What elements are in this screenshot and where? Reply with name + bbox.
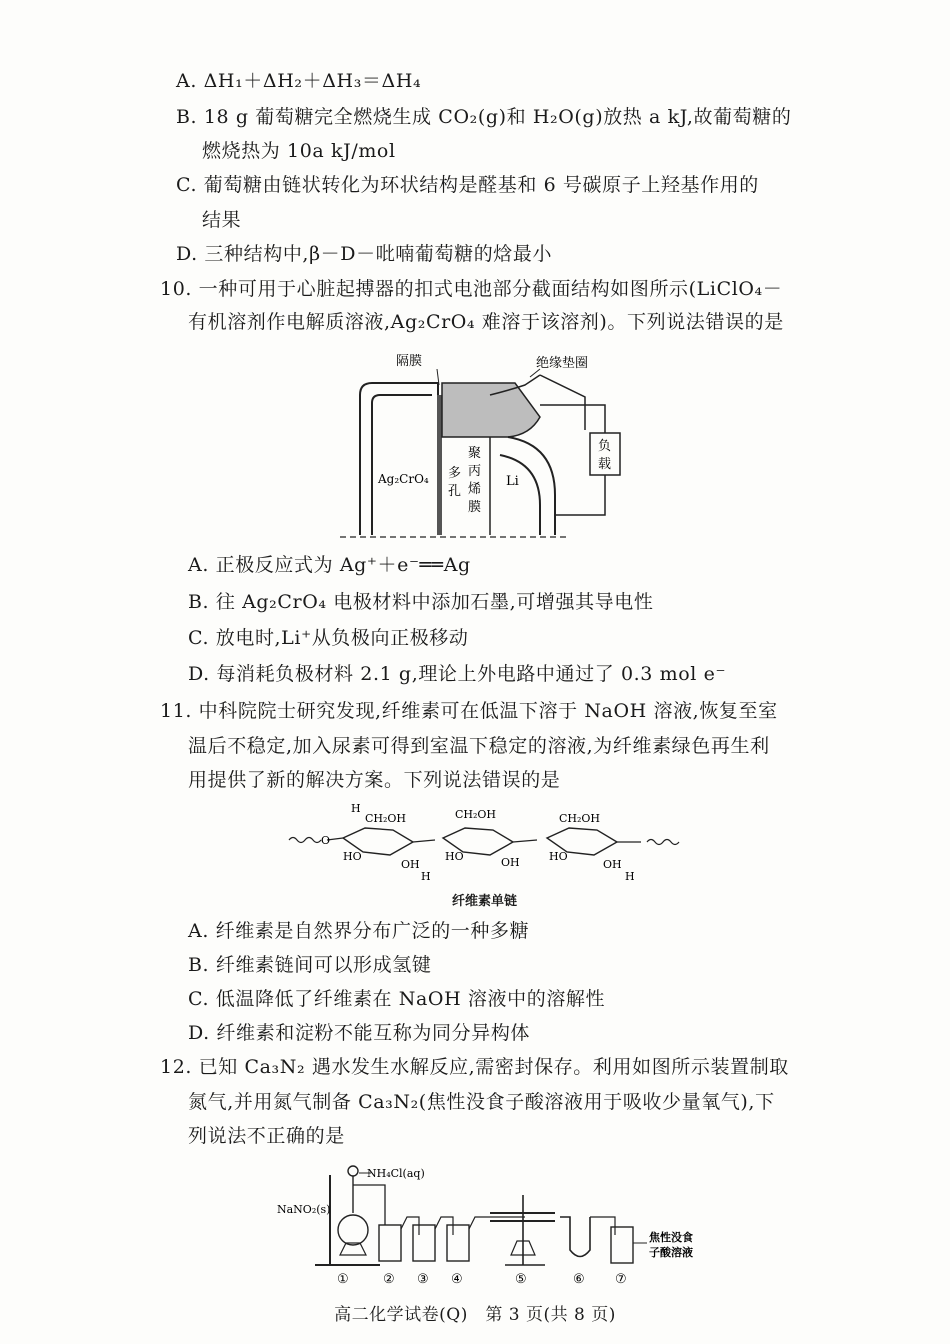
q11-option-d: D. 纤维素和淀粉不能互称为同分异构体: [188, 1022, 531, 1044]
q10-option-b: B. 往 Ag₂CrO₄ 电极材料中添加石墨,可增强其导电性: [188, 591, 654, 613]
h-label: H: [351, 802, 361, 815]
q10-stem-line2: 有机溶剂作电解质溶液,Ag₂CrO₄ 难溶于该溶剂)。下列说法错误的是: [188, 311, 784, 333]
device-2-label: ②: [383, 1272, 395, 1287]
oh-label-2: OH: [501, 856, 520, 869]
q11-option-b: B. 纤维素链间可以形成氢键: [188, 954, 432, 976]
battery-cross-section-figure: [340, 345, 630, 545]
q9-option-c-line2: 结果: [202, 209, 242, 231]
q11-stem-line2: 温后不稳定,加入尿素可得到室温下稳定的溶液,为纤维素绿色再生利: [188, 735, 770, 757]
q11-option-c: C. 低温降低了纤维素在 NaOH 溶液中的溶解性: [188, 988, 606, 1010]
separator-label: 隔膜: [396, 354, 423, 369]
apparatus-figure: [275, 1155, 715, 1290]
cellulose-caption: 纤维素单链: [452, 894, 518, 909]
h-label-bottom-2: H: [625, 870, 635, 883]
q10-option-a: A. 正极反应式为 Ag⁺＋e⁻══Ag: [188, 554, 471, 576]
ho-label-2: HO: [445, 850, 464, 863]
nano2-label: NaNO₂(s): [277, 1203, 331, 1216]
q9-option-b-line2: 燃烧热为 10a kJ/mol: [202, 140, 396, 162]
oxygen-label: O: [321, 834, 331, 847]
oh-label-3: OH: [603, 858, 622, 871]
porous-label-2: 孔: [448, 484, 462, 499]
anode-label: Li: [506, 474, 519, 489]
q9-option-c-line1: C. 葡萄糖由链状转化为环状结构是醛基和 6 号碳原子上羟基作用的: [176, 174, 759, 196]
oh-label-1: OH: [401, 858, 420, 871]
pp-label-4: 膜: [468, 500, 482, 515]
q10-stem-line1: 10. 一种可用于心脏起搏器的扣式电池部分截面结构如图所示(LiClO₄－: [160, 278, 783, 300]
pp-label-1: 聚: [468, 446, 482, 461]
device-5-label: ⑤: [515, 1272, 527, 1287]
load-label-1: 负: [598, 439, 612, 454]
porous-label-1: 多: [448, 466, 462, 481]
device-7-label: ⑦: [615, 1272, 627, 1287]
device-4-label: ④: [451, 1272, 463, 1287]
pyrogallol-label-2: 子酸溶液: [649, 1246, 693, 1259]
device-3-label: ③: [417, 1272, 429, 1287]
ch2oh-label-2: CH₂OH: [455, 808, 497, 821]
nh4cl-label: NH₄Cl(aq): [367, 1167, 425, 1180]
ch2oh-label-3: CH₂OH: [559, 812, 601, 825]
q10-option-d: D. 每消耗负极材料 2.1 g,理论上外电路中通过了 0.3 mol e⁻: [188, 663, 727, 685]
q11-option-a: A. 纤维素是自然界分布广泛的一种多糖: [188, 920, 530, 942]
ch2oh-label-1: CH₂OH: [365, 812, 407, 825]
cathode-label: Ag₂CrO₄: [378, 472, 429, 486]
ho-label-1: HO: [343, 850, 362, 863]
q9-option-b-line1: B. 18 g 葡萄糖完全燃烧生成 CO₂(g)和 H₂O(g)放热 a kJ,故葡萄糖的: [176, 106, 792, 128]
ho-label-3: HO: [549, 850, 568, 863]
q11-stem-line3: 用提供了新的解决方案。下列说法错误的是: [188, 769, 561, 791]
page-footer: 高二化学试卷(Q) 第 3 页(共 8 页): [334, 1305, 616, 1325]
q11-stem-line1: 11. 中科院院士研究发现,纤维素可在低温下溶于 NaOH 溶液,恢复至室: [160, 700, 778, 722]
cellulose-chain-figure: [285, 800, 685, 890]
q9-option-d: D. 三种结构中,β－D－吡喃葡萄糖的焓最小: [176, 243, 553, 265]
q12-stem-line3: 列说法不正确的是: [188, 1125, 345, 1147]
q10-option-c: C. 放电时,Li⁺从负极向正极移动: [188, 627, 469, 649]
q12-stem-line1: 12. 已知 Ca₃N₂ 遇水发生水解反应,需密封保存。利用如图所示装置制取: [160, 1056, 789, 1078]
h-label-bottom-1: H: [421, 870, 431, 883]
load-label-2: 载: [598, 457, 612, 472]
pyrogallol-label-1: 焦性没食: [649, 1231, 693, 1244]
q12-stem-line2: 氮气,并用氮气制备 Ca₃N₂(焦性没食子酸溶液用于吸收少量氧气),下: [188, 1091, 775, 1113]
device-1-label: ①: [337, 1272, 349, 1287]
q9-option-a: A. ΔH₁＋ΔH₂＋ΔH₃＝ΔH₄: [176, 70, 422, 92]
gasket-label: 绝缘垫圈: [536, 356, 589, 371]
device-6-label: ⑥: [573, 1272, 585, 1287]
pp-label-2: 丙: [468, 464, 482, 479]
pp-label-3: 烯: [468, 482, 482, 497]
